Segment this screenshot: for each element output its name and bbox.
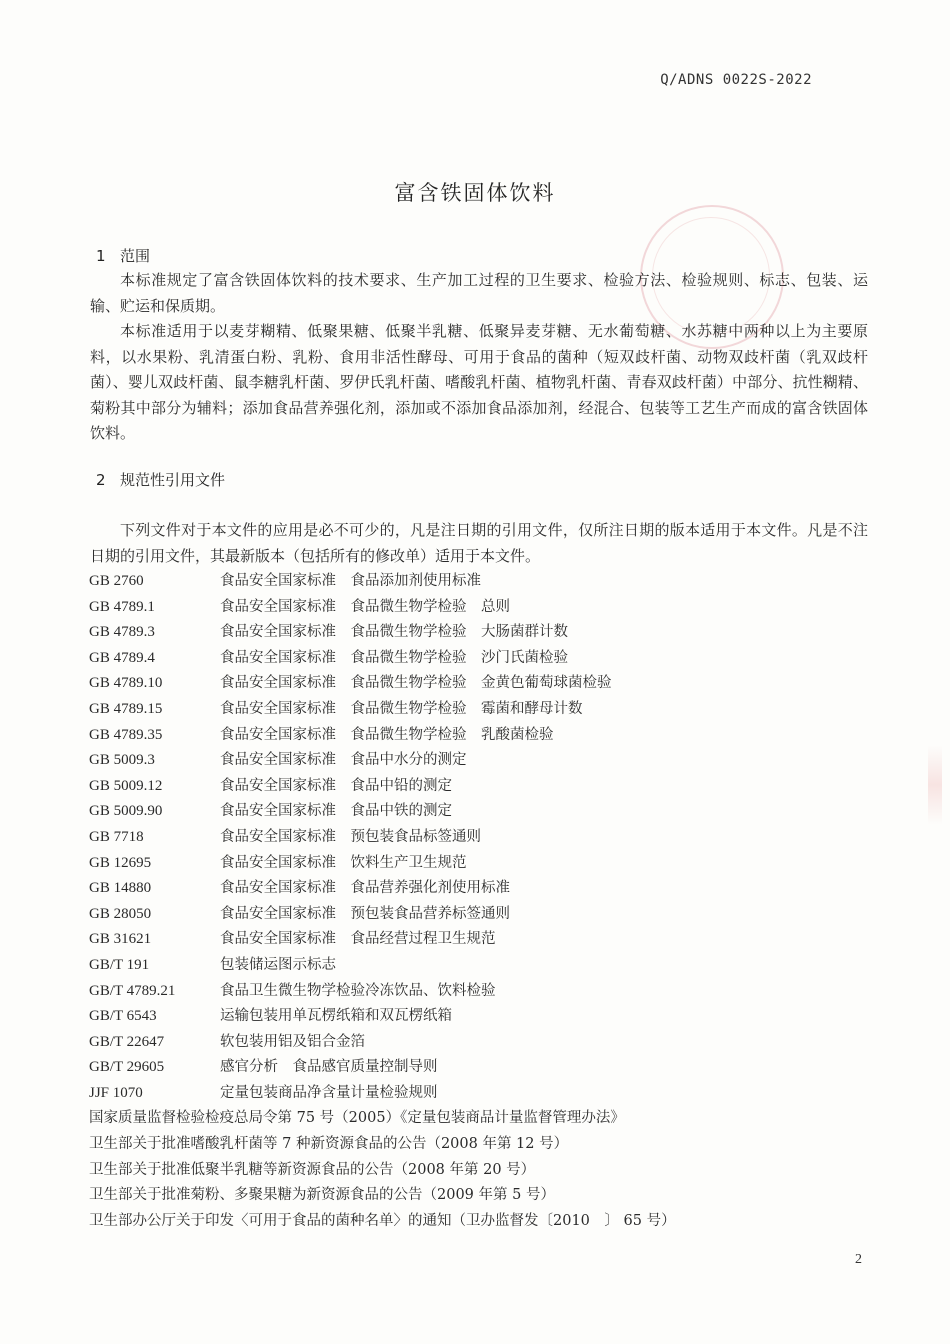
reference-code: GB/T 4789.21: [89, 982, 176, 999]
reference-row: [89, 1030, 869, 1056]
reference-title: 食品安全国家标准 食品微生物学检验 霉菌和酵母计数: [220, 700, 583, 717]
reference-title: 食品安全国家标准 食品微生物学检验 乳酸菌检验: [220, 726, 554, 743]
reference-title: 包装储运图示标志: [220, 956, 336, 973]
reference-title: 食品安全国家标准 预包装食品营养标签通则: [220, 905, 510, 922]
reference-row: [89, 799, 869, 825]
reference-code: GB 4789.3: [89, 624, 155, 641]
reference-row: [89, 748, 869, 774]
reference-row: [89, 595, 869, 621]
scope-paragraph-1: 本标准规定了富含铁固体饮料的技术要求、生产加工过程的卫生要求、检验方法、检验规则、标志、包装、运输、贮运和保质期。: [90, 271, 868, 315]
section-2-title: 规范性引用文件: [120, 471, 226, 489]
reference-code: GB 28050: [89, 905, 152, 922]
reference-code: GB/T 191: [89, 956, 150, 973]
reference-list: [89, 569, 869, 1234]
reference-code: GB/T 22647: [89, 1033, 165, 1050]
reference-code: GB 5009.12: [89, 777, 163, 794]
reference-row: [89, 979, 869, 1005]
section-2-number: 2: [96, 471, 106, 489]
reference-row: [89, 825, 869, 851]
reference-title: 食品安全国家标准 食品中水分的测定: [220, 752, 467, 769]
reference-title: 食品安全国家标准 食品中铅的测定: [220, 777, 452, 794]
reference-code: GB 4789.4: [89, 649, 155, 666]
reference-row: [89, 902, 869, 928]
reference-code: GB 4789.35: [89, 726, 163, 743]
reference-title: 食品安全国家标准 食品营养强化剂使用标准: [220, 880, 510, 897]
reference-row: [89, 646, 869, 672]
reference-title: 食品安全国家标准 预包装食品标签通则: [220, 828, 481, 845]
notice-row: 卫生部办公厅关于印发〈可用于食品的菌种名单〉的通知（卫办监督发〔2010 〕 65 号）: [89, 1212, 676, 1229]
reference-row: [89, 671, 869, 697]
references-intro: 下列文件对于本文件的应用是必不可少的，凡是注日期的引用文件，仅所注日期的版本适用于本文件。凡是不注日期的引用文件，其最新版本（包括所有的修改单）适用于本文件。: [90, 521, 868, 565]
reference-code: GB 7718: [89, 828, 144, 845]
reference-title: 定量包装商品净含量计量检验规则: [220, 1084, 438, 1101]
reference-title: 食品卫生微生物学检验冷冻饮品、饮料检验: [220, 982, 496, 999]
reference-code: JJF 1070: [89, 1084, 143, 1101]
reference-code: GB 12695: [89, 854, 152, 871]
document-code: Q/ADNS 0022S-2022: [660, 72, 812, 88]
reference-code: GB 4789.10: [89, 675, 163, 692]
reference-title: 食品安全国家标准 食品微生物学检验 总则: [220, 598, 510, 615]
reference-code: GB/T 29605: [89, 1059, 165, 1076]
reference-code: GB 31621: [89, 931, 152, 948]
reference-title: 食品安全国家标准 食品微生物学检验 大肠菌群计数: [220, 624, 568, 641]
scope-paragraph-2: 本标准适用于以麦芽糊精、低聚果糖、低聚半乳糖、低聚异麦芽糖、无水葡萄糖、水苏糖中两种以上为主要原料，以水果粉、乳清蛋白粉、乳粉、食用非活性酵母、可用于食品的菌种（短双歧杆菌、动物双歧杆菌（乳双歧杆菌）、婴儿双歧杆菌、鼠李糖乳杆菌、罗伊氏乳杆菌、嗜酸乳杆菌、植物乳杆菌、青春双歧杆菌）中部分、抗性糊精、菊粉其中部分为辅料；添加食品营养强化剂，添加或不添加食品添加剂，经混合、包装等工艺生产而成的富含铁固体饮料。: [90, 322, 868, 443]
reference-row: [89, 927, 869, 953]
reference-row: [89, 953, 869, 979]
reference-code: GB 14880: [89, 880, 152, 897]
reference-title: 食品安全国家标准 食品微生物学检验 金黄色葡萄球菌检验: [220, 675, 612, 692]
reference-row: [89, 876, 869, 902]
reference-row: [89, 1081, 869, 1107]
notice-row: 卫生部关于批准菊粉、多聚果糖为新资源食品的公告（2009 年第 5 号）: [89, 1187, 555, 1204]
reference-row: [89, 851, 869, 877]
reference-code: GB 5009.3: [89, 752, 155, 769]
reference-title: 食品安全国家标准 饮料生产卫生规范: [220, 854, 467, 871]
reference-title: 食品安全国家标准 食品经营过程卫生规范: [220, 931, 496, 948]
reference-row: [89, 697, 869, 723]
reference-code: GB 4789.15: [89, 700, 163, 717]
section-2-heading: [96, 469, 225, 490]
notice-row: 卫生部关于批准嗜酸乳杆菌等 7 种新资源食品的公告（2008 年第 12 号）: [89, 1136, 569, 1153]
reference-title: 运输包装用单瓦楞纸箱和双瓦楞纸箱: [220, 1008, 452, 1025]
reference-code: GB/T 6543: [89, 1008, 157, 1025]
reference-title: 感官分析 食品感官质量控制导则: [220, 1059, 438, 1076]
notice-row: 国家质量监督检验检疫总局令第 75 号（2005）《定量包装商品计量监督管理办法》: [89, 1110, 625, 1127]
reference-row: [89, 1055, 869, 1081]
reference-title: 食品安全国家标准 食品添加剂使用标准: [220, 573, 481, 589]
reference-row: [89, 569, 869, 595]
reference-title: 食品安全国家标准 食品微生物学检验 沙门氏菌检验: [220, 649, 568, 666]
reference-row: [89, 620, 869, 646]
reference-title: 食品安全国家标准 食品中铁的测定: [220, 803, 452, 820]
reference-code: GB 4789.1: [89, 598, 155, 615]
reference-title: 软包装用铝及铝合金箔: [220, 1033, 365, 1050]
reference-code: GB 5009.90: [89, 803, 163, 820]
edge-seal-mark: [928, 745, 942, 825]
page-number: 2: [855, 1252, 862, 1267]
notice-row: 卫生部关于批准低聚半乳糖等新资源食品的公告（2008 年第 20 号）: [89, 1161, 536, 1178]
document-title: 富含铁固体饮料: [394, 181, 556, 205]
section-1-heading: [96, 245, 150, 266]
reference-row: [89, 774, 869, 800]
section-1-number: 1: [96, 247, 106, 265]
reference-code: GB 2760: [89, 573, 144, 589]
reference-row: [89, 1004, 869, 1030]
reference-row: [89, 723, 869, 749]
section-1-title: 范围: [120, 247, 151, 265]
